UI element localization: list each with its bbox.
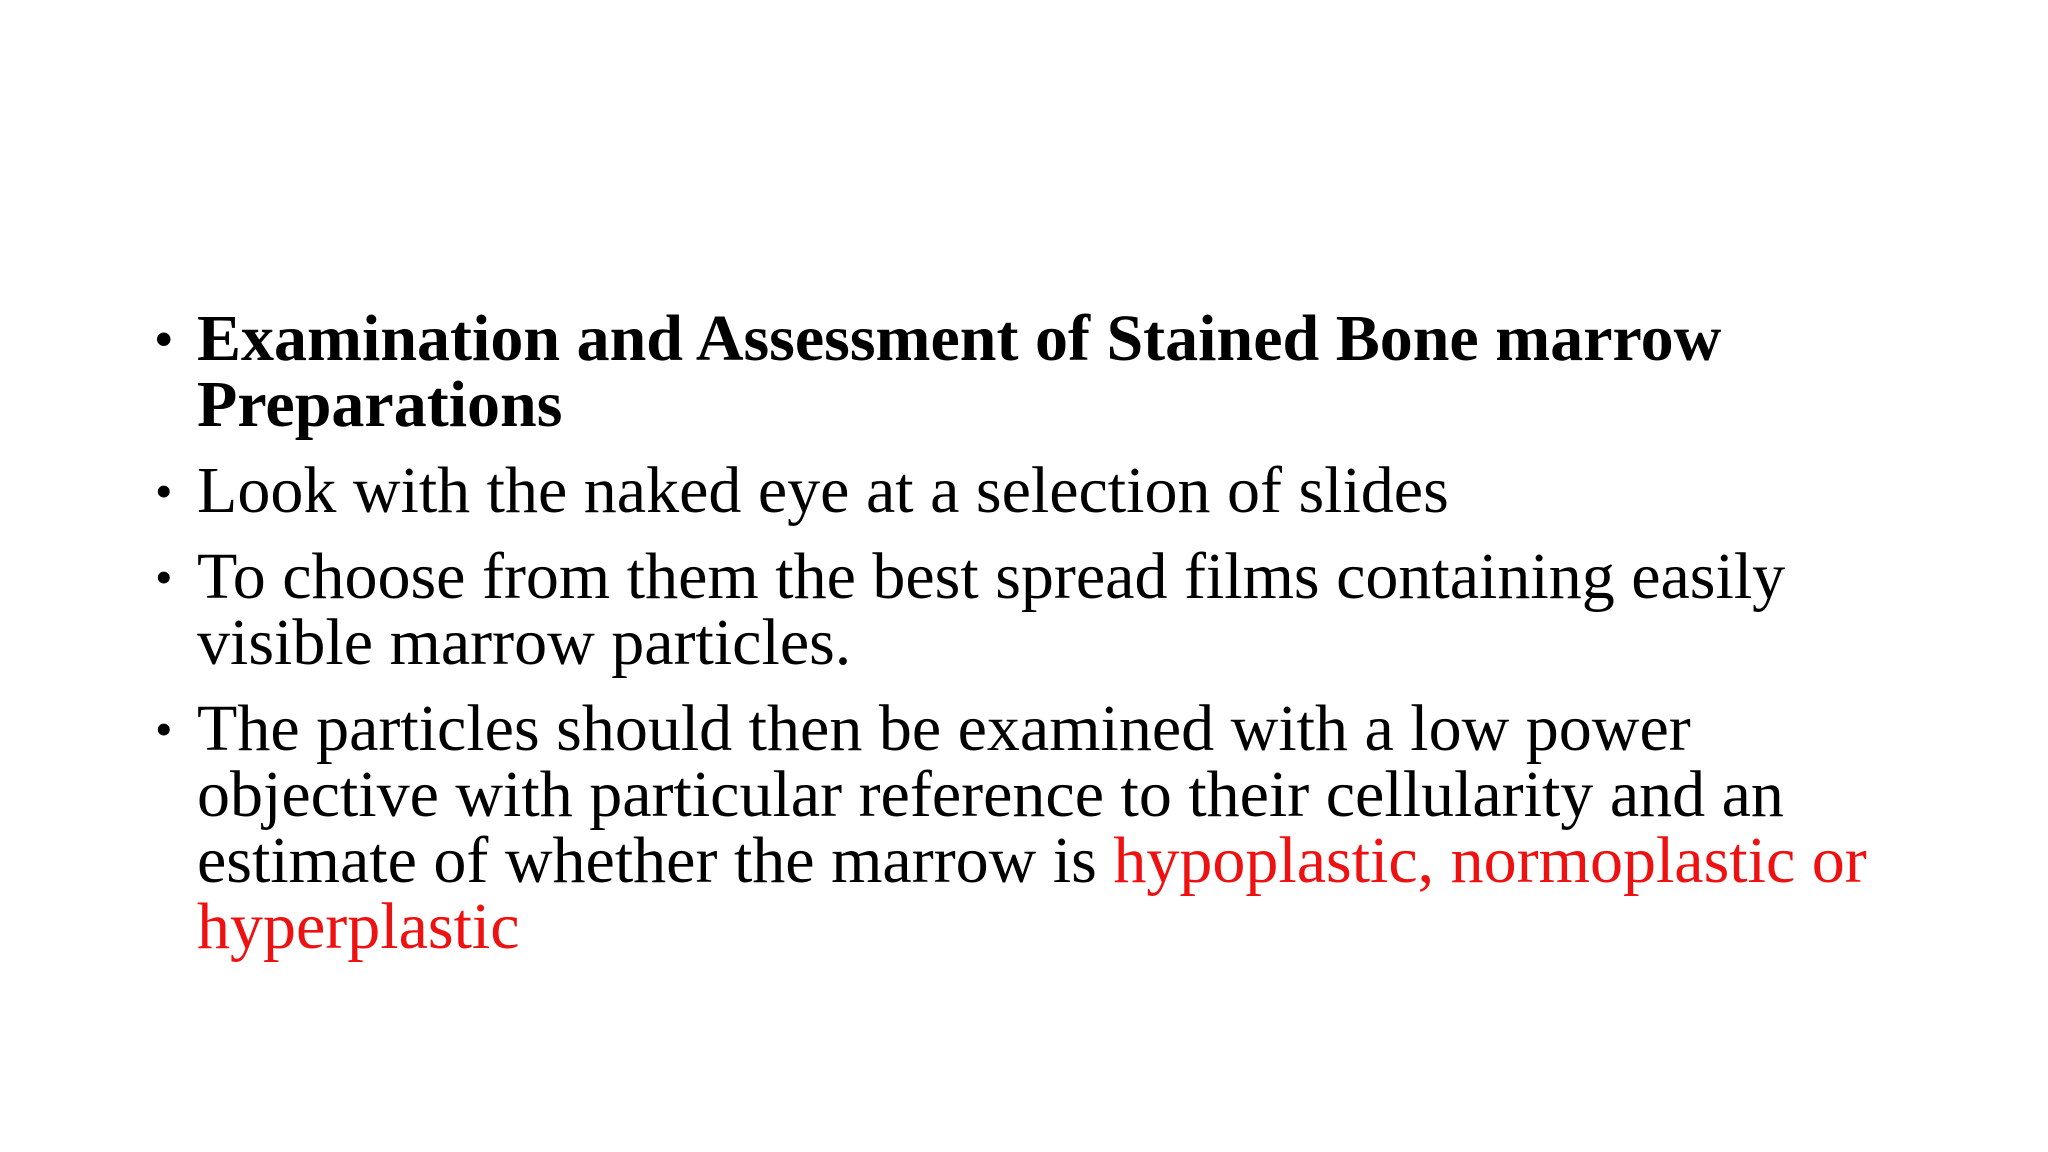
bullet-icon: •	[155, 311, 173, 367]
bullet-list	[155, 302, 1915, 980]
bullet-icon: •	[155, 549, 173, 605]
bullet-item-particles	[155, 692, 1915, 963]
bullet-item-look	[155, 454, 1915, 527]
bullet-icon: •	[155, 463, 173, 519]
heading-text: Examination and Assessment of Stained Bone marrow Preparations	[197, 302, 1722, 441]
bullet-text: The particles should then be examined with a low power objective with particular reference to their cellularity and an estimate of whether the marrow is	[197, 692, 1784, 897]
bullet-text: Look with the naked eye at a selection of slides	[197, 454, 1449, 527]
bullet-icon: •	[155, 701, 173, 757]
bullet-item-heading	[155, 302, 1915, 441]
bullet-text: To choose from them the best spread films containing easily visible marrow particles.	[197, 540, 1786, 679]
cellularity-highlight: hypoplastic, normoplastic or hyperplastic	[197, 824, 1867, 963]
bullet-item-choose	[155, 540, 1915, 679]
